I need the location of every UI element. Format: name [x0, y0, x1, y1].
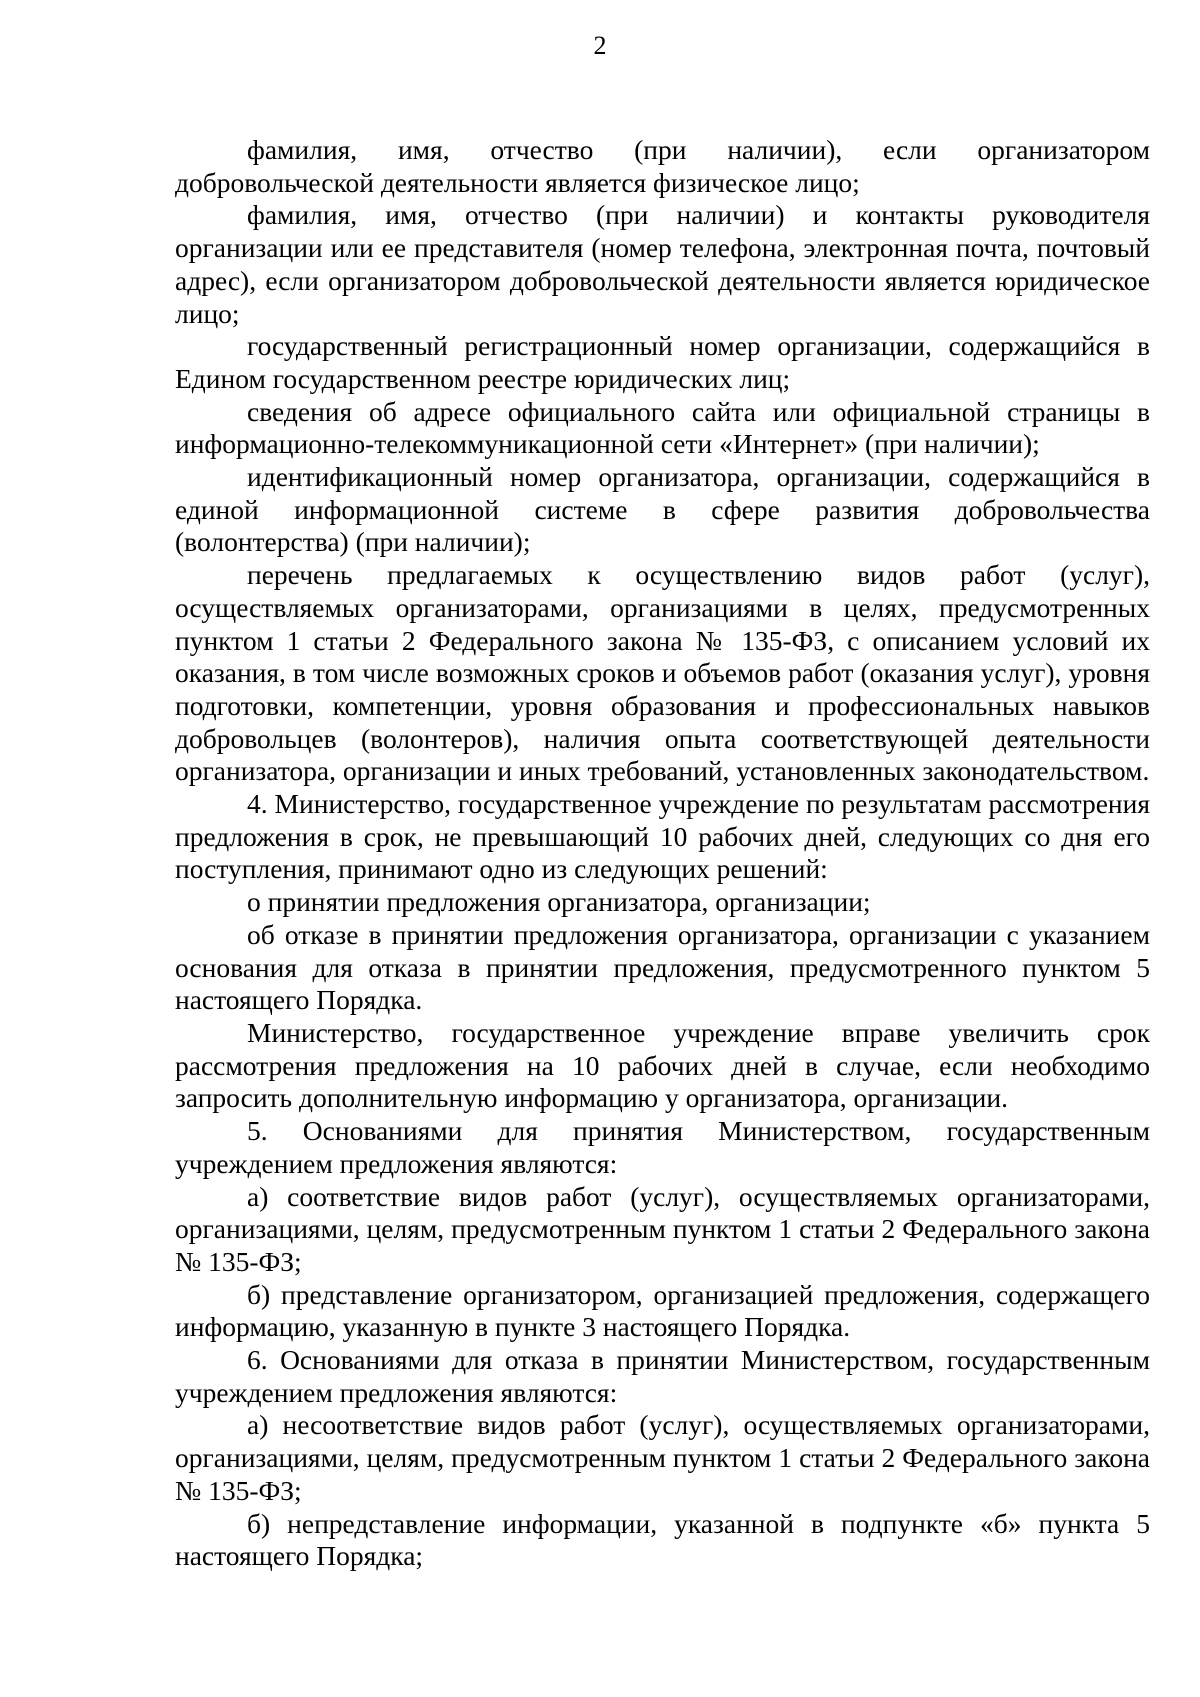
paragraph-9: об отказе в принятии предложения организатора, организации с указанием основания для отказа в принятии предложения, предусмотренного пунктом 5 настоящего Порядка. — [175, 918, 1150, 1016]
paragraph-5: идентификационный номер организатора, организации, содержащийся в единой информационной системе в сфере развития добровольчества (волонтерства) (при наличии); — [175, 461, 1150, 558]
paragraph-15: а) несоответствие видов работ (услуг), осуществляемых организаторами, организациями, целям, предусмотренным пунктом 1 статьи 2 Федерального закона № 135-ФЗ; — [175, 1409, 1150, 1506]
paragraph-10: Министерство, государственное учреждение вправе увеличить срок рассмотрения предложения на 10 рабочих дней в случае, если необходимо запросить дополнительную информацию у организатора, организации. — [175, 1016, 1150, 1114]
paragraph-14: 6. Основаниями для отказа в принятии Министерством, государственным учреждением предложения являются: — [175, 1344, 1150, 1408]
paragraph-13: б) представление организатором, организацией предложения, содержащего информацию, указанную в пункте 3 настоящего Порядка. — [175, 1278, 1150, 1343]
document-body — [175, 134, 1150, 1573]
paragraph-16: б) непредставление информации, указанной в подпункте «б» пункта 5 настоящего Порядка; — [175, 1507, 1150, 1572]
paragraph-3: государственный регистрационный номер организации, содержащийся в Едином государственном реестре юридических лиц; — [175, 330, 1150, 394]
paragraph-7: 4. Министерство, государственное учреждение по результатам рассмотрения предложения в срок, не превышающий 10 рабочих дней, следующих со дня его поступления, принимают одно из следующих решений: — [175, 788, 1150, 885]
paragraph-11: 5. Основаниями для принятия Министерством, государственным учреждением предложения являются: — [175, 1115, 1150, 1179]
page-number: 2 — [593, 31, 607, 60]
paragraph-8: о принятии предложения организатора, организации; — [247, 886, 871, 918]
paragraph-4: сведения об адресе официального сайта или официальной страницы в информационно-телекоммуникационной сети «Интернет» (при наличии); — [175, 395, 1150, 460]
paragraph-1: фамилия, имя, отчество (при наличии), если организатором добровольческой деятельности является физическое лицо; — [175, 134, 1150, 198]
paragraph-12: а) соответствие видов работ (услуг), осуществляемых организаторами, организациями, целям, предусмотренным пунктом 1 статьи 2 Федерального закона № 135-ФЗ; — [175, 1180, 1150, 1277]
paragraph-2: фамилия, имя, отчество (при наличии) и контакты руководителя организации или ее представителя (номер телефона, электронная почта, почтовый адрес), если организатором добровольческой деятельности является юридическое лицо; — [175, 199, 1150, 329]
paragraph-6: перечень предлагаемых к осуществлению видов работ (услуг), осуществляемых организаторами, организациями в целях, предусмотренных пунктом 1 статьи 2 Федерального закона № 135-ФЗ, с описанием условий их оказания, в том числе возможных сроков и объемов работ (оказания услуг), уровня подготовки, компетенции, уровня образования и профессиональных навыков добровольцев (волонтеров), наличия опыта соответствующей деятельности организатора, организации и иных требований, установленных законодательством. — [175, 559, 1150, 787]
